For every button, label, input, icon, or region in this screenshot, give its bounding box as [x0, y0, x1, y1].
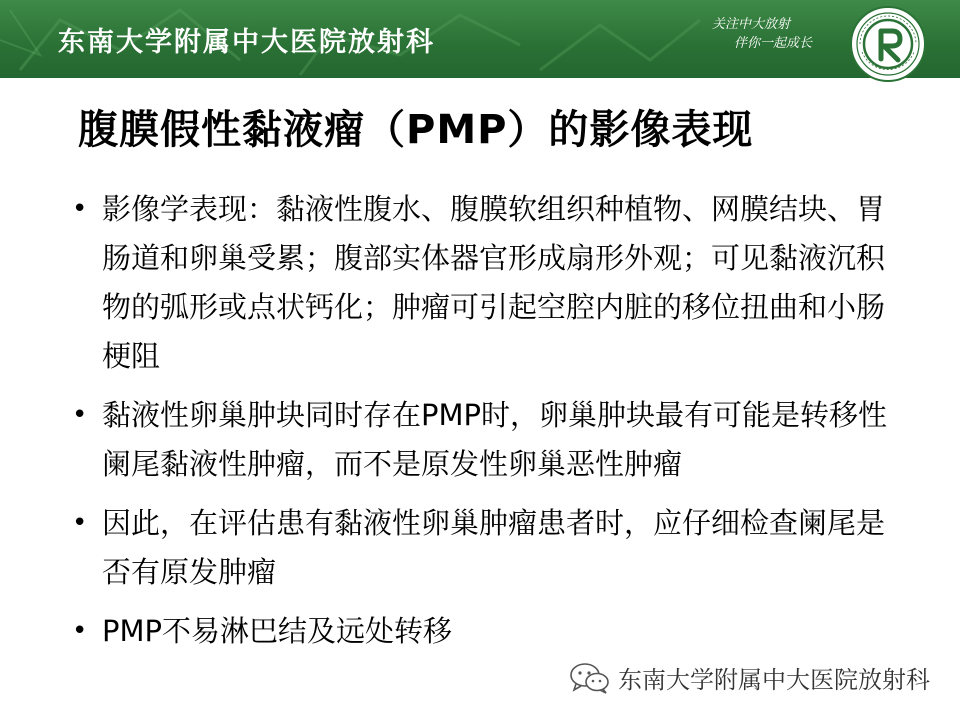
bullet-marker: • [72, 400, 88, 430]
wechat-icon [568, 661, 612, 695]
bullet-list [72, 185, 902, 666]
bullet-text: 影像学表现：黏液性腹水、腹膜软组织种植物、网膜结块、胃肠道和卵巢受累；腹部实体器官形成扇形外观；可见黏液沉积物的弧形或点状钙化；肿瘤可引起空腔内脏的移位扭曲和小肠梗阻 [102, 192, 886, 373]
bullet-marker: • [72, 508, 88, 538]
slogan-line-1: 关注中大放射 [712, 17, 791, 32]
slogan [712, 15, 842, 53]
bullet-text: PMP不易淋巴结及远处转移 [102, 614, 452, 648]
bullet-item [72, 391, 902, 489]
bullet-item [72, 607, 902, 656]
bullet-item [72, 499, 902, 597]
bullet-item [72, 185, 902, 381]
bullet-marker: • [72, 194, 88, 224]
bullet-text: 黏液性卵巢肿块同时存在PMP时，卵巢肿块最有可能是转移性阑尾黏液性肿瘤，而不是原发性卵巢恶性肿瘤 [102, 398, 887, 481]
hospital-radiology-logo-icon [848, 4, 928, 84]
bullet-marker: • [72, 616, 88, 646]
header-band [0, 0, 960, 78]
footer-watermark [568, 660, 930, 695]
footer-text: 东南大学附属中大医院放射科 [618, 666, 930, 694]
slogan-line-2: 伴你一起成长 [734, 36, 813, 51]
org-name-heading: 东南大学附属中大医院放射科 [58, 27, 435, 58]
slide-title: 腹膜假性黏液瘤（PMP）的影像表现 [78, 107, 754, 153]
bullet-text: 因此，在评估患有黏液性卵巢肿瘤患者时，应仔细检查阑尾是否有原发肿瘤 [102, 506, 886, 589]
